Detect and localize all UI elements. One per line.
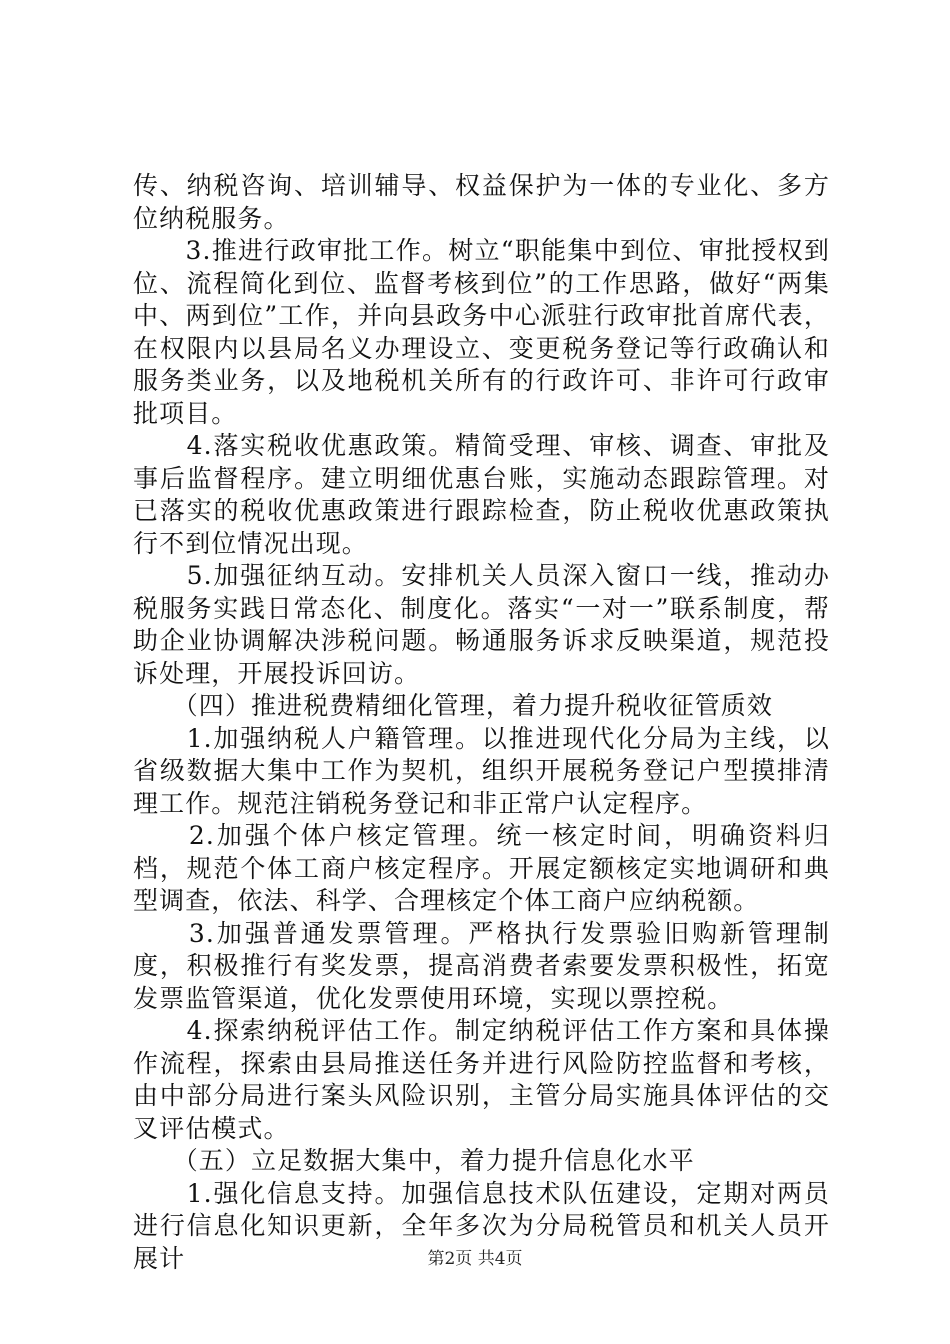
section-heading-4: （四）推进税费精细化管理，着力提升税收征管质效 — [133, 691, 774, 720]
paragraph-4: 5.加强征纳互动。安排机关人员深入窗口一线，推动办税服务实践日常态化、制度化。落实“一对一”联系制度，帮助企业协调解决涉税问题。畅通服务诉求反映渠道，规范投诉处理，开展投诉回访。 — [133, 561, 830, 688]
paragraph-2: 3.推进行政审批工作。树立“职能集中到位、审批授权到位、流程简化到位、监督考核到位”的工作思路，做好“两集中、两到位”工作，并向县政务中心派驻行政审批首席代表，在权限内以县局名义办理设立、变更税务登记等行政确认和服务类业务，以及地税机关所有的行政许可、非许可行政审批项目。 — [133, 236, 830, 428]
section-heading-5: （五）立足数据大集中，着力提升信息化水平 — [133, 1146, 695, 1175]
document-body — [133, 170, 830, 1275]
page-number-footer: 第2页 共4页 — [427, 1249, 523, 1269]
paragraph-8: 4.探索纳税评估工作。制定纳税评估工作方案和具体操作流程，探索由县局推送任务并进行风险防控监督和考核，由中部分局进行案头风险识别，主管分局实施具体评估的交叉评估模式。 — [133, 1016, 830, 1143]
paragraph-3: 4.落实税收优惠政策。精简受理、审核、调查、审批及事后监督程序。建立明细优惠台账，实施动态跟踪管理。对已落实的税收优惠政策进行跟踪检查，防止税收优惠政策执行不到位情况出现。 — [133, 431, 830, 558]
paragraph-5: 1.加强纳税人户籍管理。以推进现代化分局为主线，以省级数据大集中工作为契机，组织开展税务登记户型摸排清理工作。规范注销税务登记和非正常户认定程序。 — [133, 723, 830, 818]
paragraph-1: 传、纳税咨询、培训辅导、权益保护为一体的专业化、多方位纳税服务。 — [133, 171, 830, 233]
paragraph-7: 3.加强普通发票管理。严格执行发票验旧购新管理制度，积极推行有奖发票，提高消费者索要发票积极性，拓宽发票监管渠道，优化发票使用环境，实现以票控税。 — [133, 918, 830, 1013]
paragraph-9: 1.强化信息支持。加强信息技术队伍建设，定期对两员进行信息化知识更新，全年多次为分局税管员和机关人员开展计 — [133, 1178, 830, 1273]
paragraph-6: 2.加强个体户核定管理。统一核定时间，明确资料归档，规范个体工商户核定程序。开展定额核定实地调研和典型调查，依法、科学、合理核定个体工商户应纳税额。 — [133, 821, 830, 915]
